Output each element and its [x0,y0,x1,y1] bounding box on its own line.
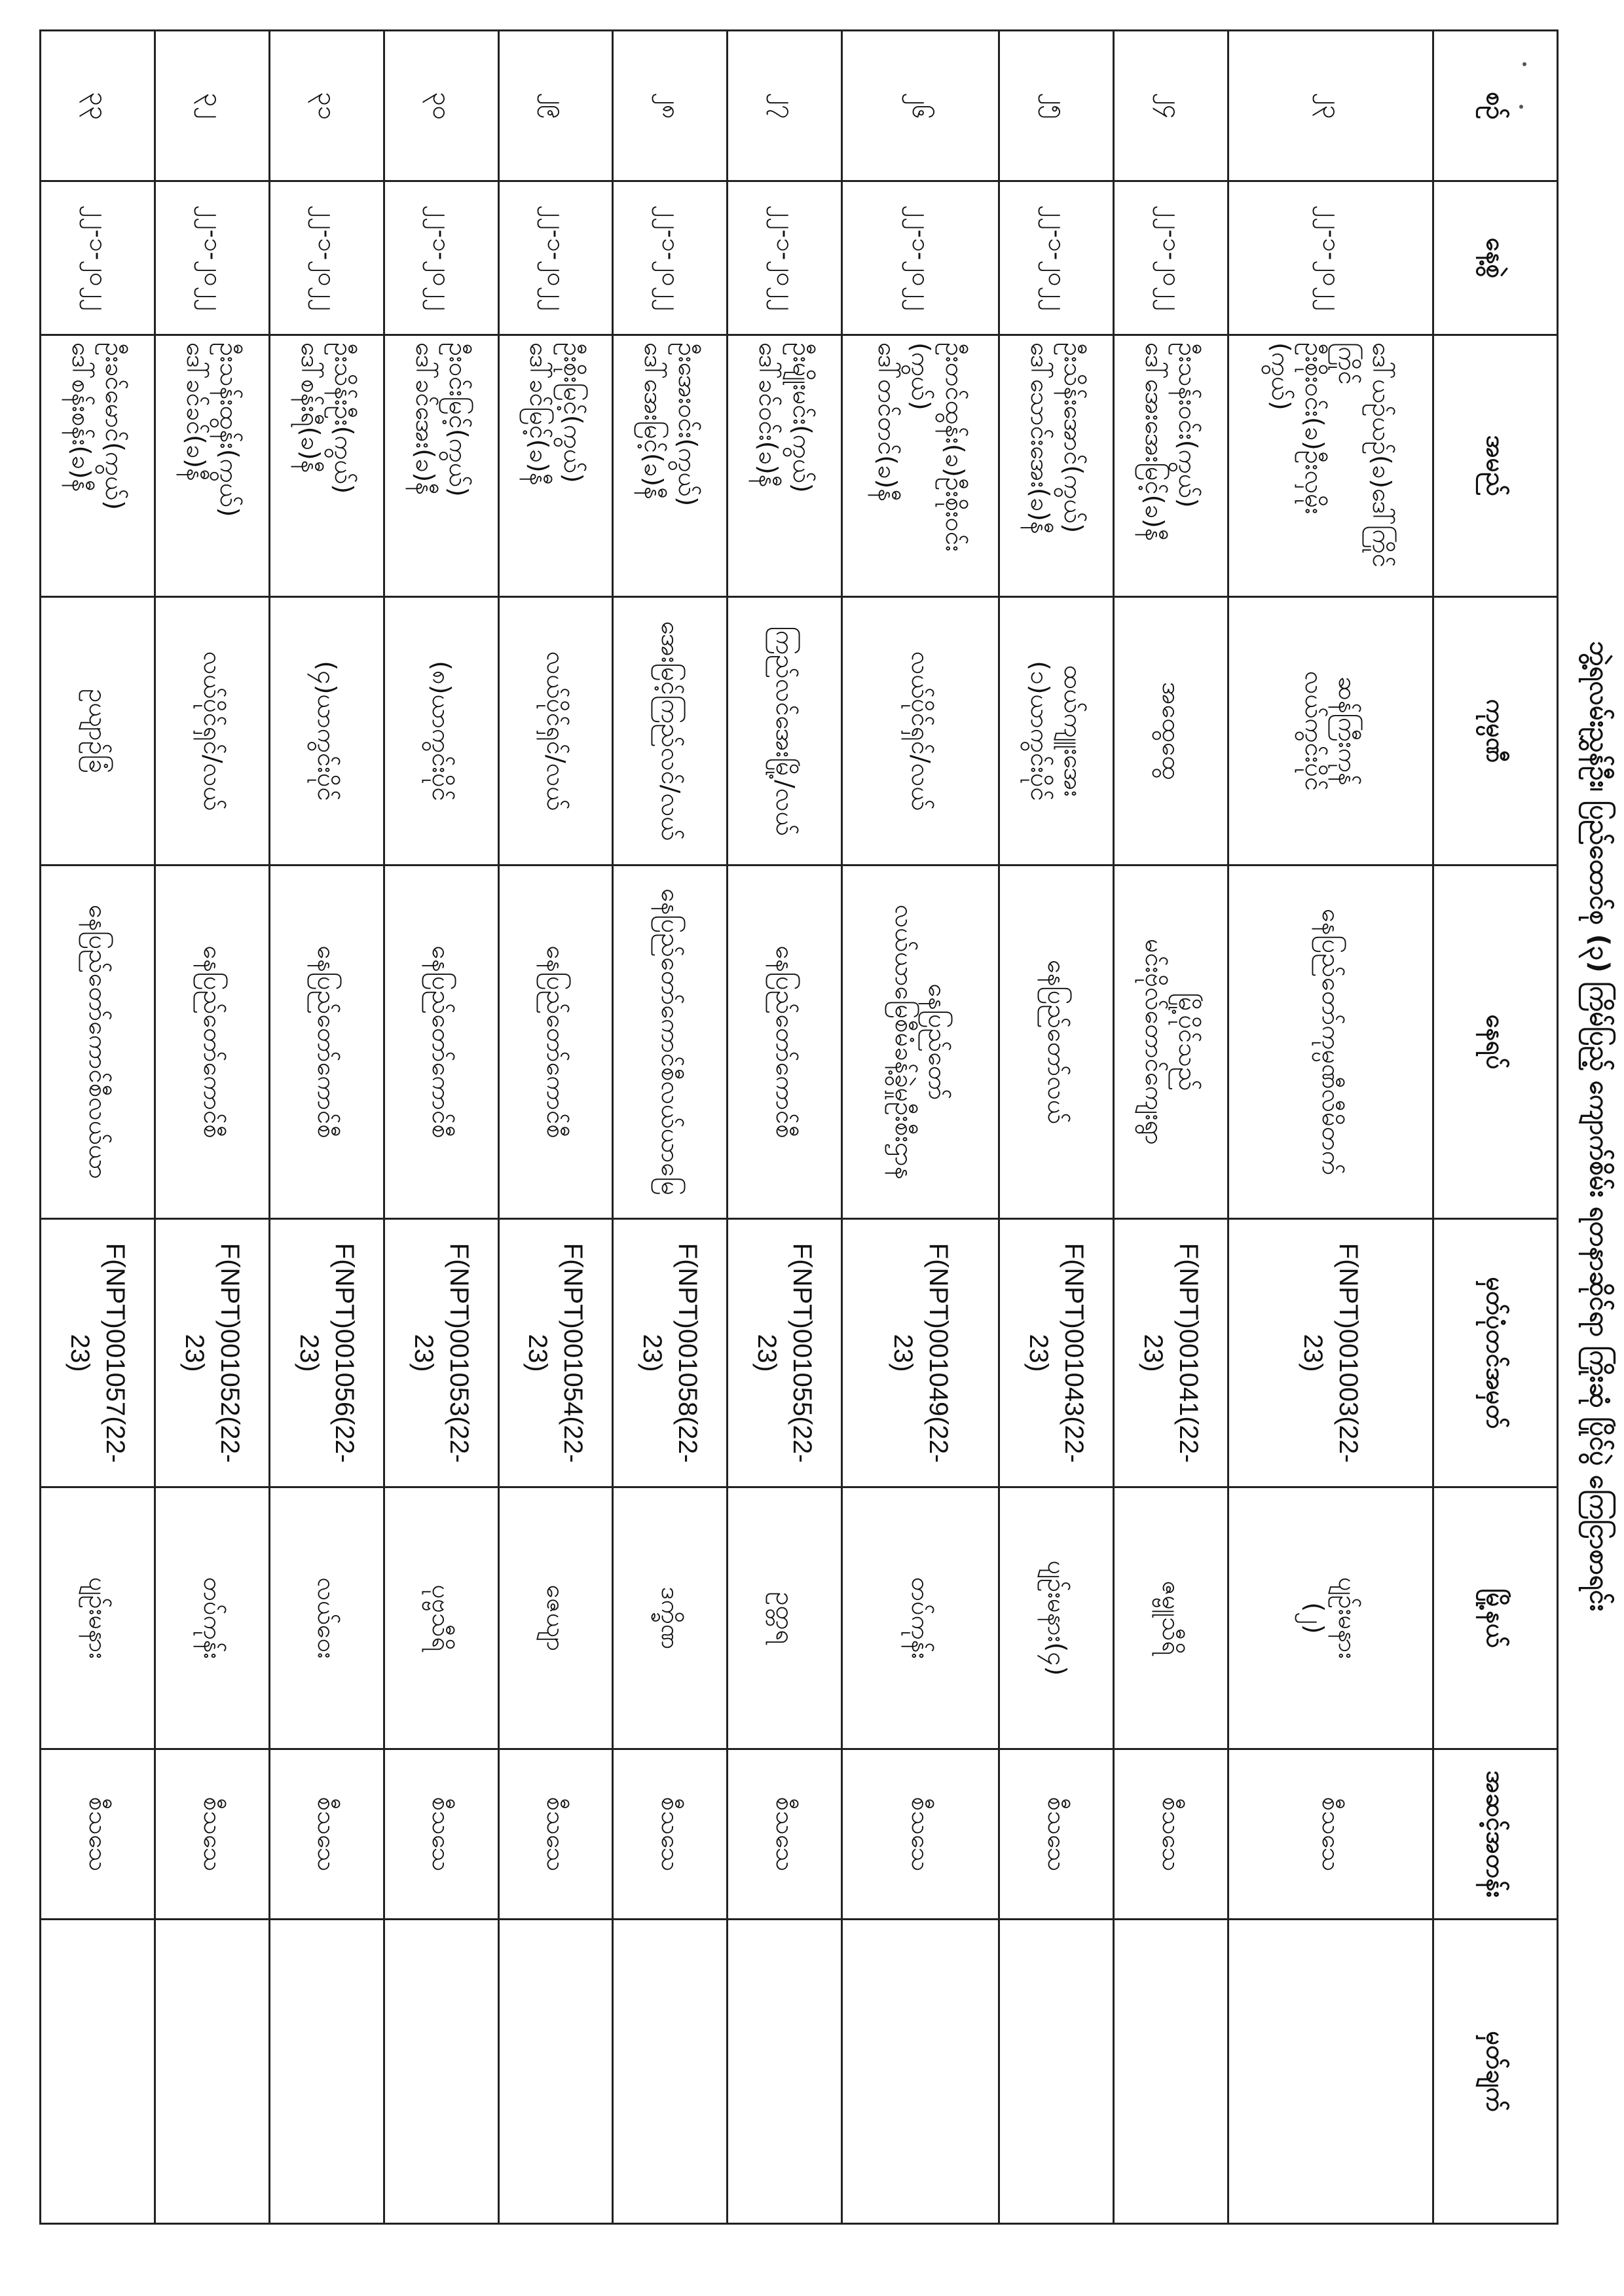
cell-remark [498,1920,613,2224]
cell-no: ၂၈ [613,31,728,181]
cell-remark [1228,1920,1433,2224]
cell-status: စီသသေ [155,1749,269,1920]
cell-address: (၈)ယာကွင်းပိုင် [384,597,498,866]
cell-name: ဦးသိန်းဦး(ကွယ်) ဒေါ်စန်းရီ(ခ)နီ [269,335,384,597]
cell-name: ဦးသိန်းအောင်(ကွယ်) ဒေါ်သောင်းအေး(ခ)နီ [999,335,1114,597]
cell-name: ဦးခင်မောင်(ကွယ်) ဒေါ်စန်းစန်း(ခ)နီ [41,335,155,597]
cell-township: နေပြည်တော်ကုမ္ပဏီလီမိတက် [1228,866,1433,1219]
cell-name: ဦးတင်ထွန်း(ခ)ဦးစိုးဝင်း (ကွယ်) ဒေါ်တင်တင်(ခ)နီ [842,335,999,597]
cell-no: ၂၆ [842,31,999,181]
table-row [999,31,1114,2224]
cell-no: ၂၄ [1114,31,1228,181]
cell-name: ဦးစိုးမြင့်(ကွယ်) ဒေါ်ခင်မြင့်(ခ)နီ [498,335,613,597]
cell-reg-no: F(NPT)001043(22-23) [999,1219,1114,1487]
cell-status: စီသသေ [613,1749,728,1920]
cell-status: စီသသေ [498,1749,613,1920]
cell-remark [41,1920,155,2224]
cell-address: အေးမြင့်ကြည်လင်/လယ် [613,597,728,866]
cell-reg-no: F(NPT)001052(22-23) [155,1219,269,1487]
cell-remark [1114,1920,1228,2224]
cell-date: ၂၂-၁-၂၀၂၂ [999,181,1114,335]
cell-name: ဦးသန်းဝင်း(ကွယ်) ဒေါ်အေးအေးမြင့်(ခ)နီ [1114,335,1228,597]
cell-region: လယ်ဝေး [269,1487,384,1749]
cell-name: ဦးမျိုးမင်း(ကွယ်) ဒေါ်ခင်ဝင်း(ခ)နီ [728,335,842,597]
document-sheet [39,29,1614,2223]
cell-status: စီသသေ [269,1749,384,1920]
header-no: စဉ် [1433,31,1558,181]
cell-name: ဦးအေးဝင်း(ကွယ်) ဒေါ်အေးမြင့်(ခ)နီ [613,335,728,597]
cell-status: စီသသေ [999,1749,1114,1920]
cell-region: ဥတ္တရ [728,1487,842,1749]
cell-remark [999,1920,1114,2224]
cell-region: ပုဗ္ဗသီရိ [384,1487,498,1749]
table-row [613,31,728,2224]
table-header-row [1433,31,1558,2224]
records-table [39,29,1559,2225]
cell-region: တပ်ကုန်း [155,1487,269,1749]
cell-status: စီသသေ [41,1749,155,1920]
table-row [155,31,269,2224]
cell-region: ပျဉ်းမနား(၄) [999,1487,1114,1749]
cell-no: ၂၃ [1228,31,1433,181]
header-region: မြို့နယ် [1433,1487,1558,1749]
table-row [728,31,842,2224]
cell-no: ၃၀ [384,31,498,181]
table-row [384,31,498,2224]
header-township: နေရပ် [1433,866,1558,1219]
cell-region: ပျဉ်းမနား [41,1487,155,1749]
cell-reg-no: F(NPT)001053(22-23) [384,1219,498,1487]
cell-region: ဇေယျာ [498,1487,613,1749]
table-row [269,31,384,2224]
cell-no: ၃၁ [269,31,384,181]
cell-date: ၂၂-၁-၂၀၂၂ [1228,181,1433,335]
cell-reg-no: F(NPT)001058(22-23) [613,1219,728,1487]
cell-address: ဥယျာဉ်ခြံ [41,597,155,866]
cell-no: ၂၉ [498,31,613,181]
cell-date: ၂၂-၁-၂၀၂၂ [269,181,384,335]
cell-date: ၂၂-၁-၂၀၂၂ [155,181,269,335]
cell-status: စီသသေ [842,1749,999,1920]
cell-date: ၂၂-၁-၂၀၂၂ [613,181,728,335]
cell-township: နေပြည်တော်ကောင်စီ [155,866,269,1219]
cell-township: နေပြည်တော်ကောင်စီလယ်ယာမြေ [613,866,728,1219]
header-reg-no: မှတ်ပုံတင်အမှတ် [1433,1219,1558,1487]
cell-reg-no: F(NPT)001041(22-23) [1114,1219,1228,1487]
table-row [498,31,613,2224]
cell-remark [269,1920,384,2224]
cell-date: ၂၂-၁-၂၀၂၂ [1114,181,1228,335]
cell-region: ဇမ္ဗူသီရိ [1114,1487,1228,1749]
cell-date: ၂၂-၁-၂၀၂၂ [842,181,999,335]
cell-date: ၂၂-၁-၂၀၂၂ [384,181,498,335]
cell-remark [384,1920,498,2224]
cell-township: နေပြည်တော်ကောင်စီ [728,866,842,1219]
header-address: ကုမ္ပဏီ [1433,597,1558,866]
cell-status: စီသသေ [728,1749,842,1920]
page-title: ဘွဲ့ရလမ်းညွှန်ဦး၊ ပြည်ထောင်စု (၃) ကြိမ်ပြည့် ကျောက်စိမ်း ရတနာဆိုင်ရာ ကြိုးဆုံ ပြိုင်ပွဲ ကြေငြာစာရင်း [1584,641,1614,1611]
cell-address: အထွေထွေ [1114,597,1228,866]
cell-township: နေပြည်တော်ကောင်စီလယ်ယာ [41,866,155,1219]
table-row [842,31,999,2224]
cell-township: နေပြည်တော်ကောင်စီ [498,866,613,1219]
cell-reg-no: F(NPT)001003(22-23) [1228,1219,1433,1487]
cell-name: ဒေါ်ယဉ်ယဉ်(ခ)ဒေါ်ကြိုင်ကြိုင် ဦးစိုးဝင်း(ခ)ဦးလှမိုး (ကွယ်) [1228,335,1433,597]
table-row [1114,31,1228,2224]
cell-no: ၂၇ [728,31,842,181]
cell-township: နေပြည်တော်ကောင်စီ [269,866,384,1219]
cell-reg-no: F(NPT)001056(22-23) [269,1219,384,1487]
cell-reg-no: F(NPT)001054(22-23) [498,1219,613,1487]
cell-date: ၂၂-၁-၂၀၂၂ [498,181,613,335]
table-row [41,31,155,2224]
cell-remark [613,1920,728,2224]
cell-no: ၃၃ [41,31,155,181]
cell-address: လယ်ပိုင်ရှင်/လယ် [155,597,269,866]
cell-address: လယ်ပိုင်ရှင်/လယ် [498,597,613,866]
cell-address: (၄)ယာကွင်းပိုင် [269,597,384,866]
cell-township: နေပြည်တော်လယ် [999,866,1114,1219]
cell-region: တပ်ကုန်း [842,1487,999,1749]
cell-township: နေပြည်တော်ကောင်စီ [384,866,498,1219]
scan-speck [1519,105,1523,109]
cell-region: ပျဉ်းမနား (၂) [1228,1487,1433,1749]
cell-date: ၂၂-၁-၂၀၂၂ [728,181,842,335]
cell-address: ဆန်ကြီးကုန် လယ်ကွင်းပိုင် [1228,597,1433,866]
cell-reg-no: F(NPT)001049(22-23) [842,1219,999,1487]
cell-name: ဦးသန်းထွန်း(ကွယ်) ဒေါ်ခင်ခင်(ခ)နီ [155,335,269,597]
cell-address: ထယ်ကျူးအေး (၁)ယာကွင်းပိုင် [999,597,1114,866]
cell-status: စီသသေ [384,1749,498,1920]
header-status: အဆင့်အတန်း [1433,1749,1558,1920]
cell-township: နေပြည်တော် လယ်ယာမြေစီမံခန့်ခွဲမှုဦးစီးဌာန [842,866,999,1219]
cell-address: လယ်ပိုင်ရှင်/လယ် [842,597,999,866]
cell-status: စီသသေ [1114,1749,1228,1920]
scan-speck [1522,62,1526,66]
cell-reg-no: F(NPT)001057(22-23) [41,1219,155,1487]
cell-no: ၂၅ [999,31,1114,181]
cell-name: ဦးဝင်းမြင့်(ကွယ်) ဒေါ်ခင်အေး(ခ)နီ [384,335,498,597]
cell-township: မြို့ပိုင်သည် မင်းဗိုလ်တောင်ကျေးရွာ [1114,866,1228,1219]
header-date: နေ့စွဲ [1433,181,1558,335]
cell-remark [155,1920,269,2224]
cell-no: ၃၂ [155,31,269,181]
cell-remark [842,1920,999,2224]
header-name: အမည် [1433,335,1558,597]
table-row [1228,31,1433,2224]
cell-address: ကြည်လင်အေးမြို့/လယ် [728,597,842,866]
cell-reg-no: F(NPT)001055(22-23) [728,1219,842,1487]
cell-date: ၂၂-၁-၂၀၂၂ [41,181,155,335]
cell-remark [728,1920,842,2224]
cell-status: စီသသေ [1228,1749,1433,1920]
header-remark: မှတ်ချက် [1433,1920,1558,2224]
cell-region: ဒက္ခိဏ [613,1487,728,1749]
